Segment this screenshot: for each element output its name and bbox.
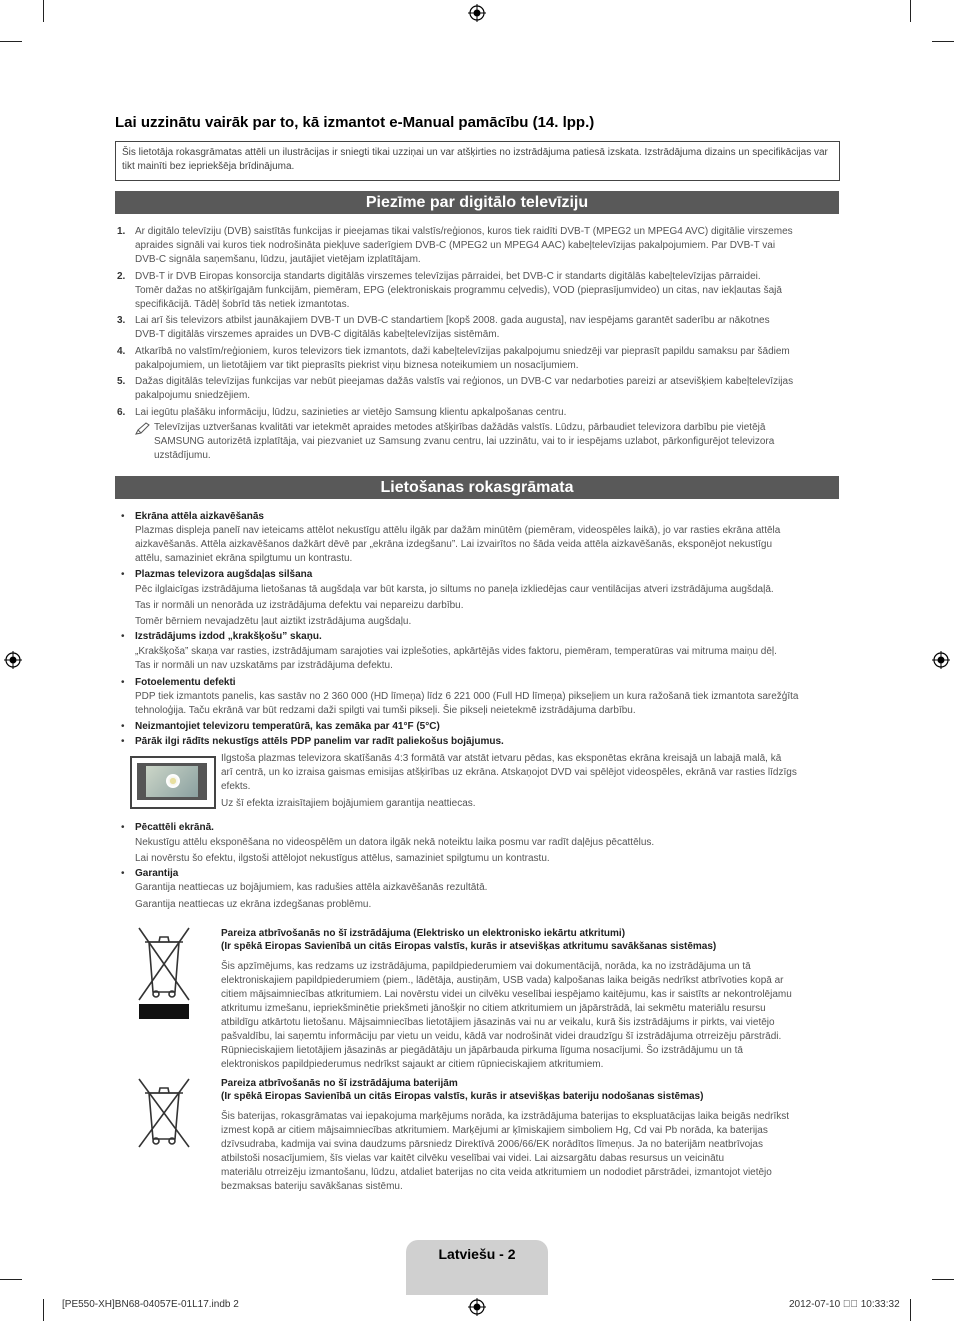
text-line: pakalpojumu sniedzējiem.: [135, 390, 251, 401]
text-line: izmest kopā ar citiem mājsaimniecības atkritumiem. Marķējumi ar ķīmiskajiem simboliem Hg, Cd vai Pb norāda, ka baterijas: [221, 1125, 768, 1136]
crossed-bin-icon: [135, 1077, 193, 1149]
crop-mark: [910, 1299, 911, 1321]
list-item: [135, 345, 790, 373]
text-line: atbildīgu atkārtotu lietošanu. Mājsaimniecības lietotājiem jāsazinās vai nu ar veikalu, kurā šis izstrādājums ir pirkts, vai vietējo: [221, 1017, 775, 1028]
crop-mark: [43, 1299, 44, 1321]
text-line: elektroniskos papildpiederumus nedrīkst sajaukt ar citiem rūpnieciskajiem atkritumiem.: [221, 1059, 604, 1070]
bullet-title: Izstrādājums izdod „krakšķošu” skaņu.: [135, 631, 322, 642]
text-line: arī centrā, un ko izraisa gaismas emisijas atšķirības uz ekrāna. Atskaņojot DVD vai spēlējot videospēles, ekrānā var rasties līdzīgs: [221, 767, 797, 778]
bullet-title: Pārāk ilgi rādīts nekustīgs attēls PDP panelim var radīt paliekošus bojājumus.: [135, 736, 504, 747]
bullet-icon: •: [121, 677, 125, 688]
page-heading: Lai uzzinātu vairāk par to, kā izmantot e-Manual pamācību (14. lpp.): [115, 114, 595, 131]
list-item: [135, 375, 793, 403]
disclaimer-box: Šis lietotāja rokasgrāmatas attēli un ilustrācijas ir sniegti tikai uzziņai un var atšķirties no izstrādājuma patiesā izskata. Izstrādājuma dizains un specifikācijas var tikt mainīti bez iepriekšēja brīdinājuma.: [115, 141, 840, 181]
text-line: Ilgstoša plazmas televizora skatīšanās 4:3 formātā var atstāt ietvaru pēdas, kas eksponētas ekrāna kreisajā un labajā malā, kā: [221, 753, 782, 764]
text-line: DVB-T digitālās virszemes apraides un DVB-C digitālās kabeļtelevīzijas sistēmām.: [135, 329, 500, 340]
bullet-icon: •: [121, 511, 125, 522]
section-title-manual: Lietošanas rokasgrāmata: [115, 476, 839, 499]
text-line: atbilstoši nosacījumiem, šīs vielas var kaitēt cilvēku veselībai vai videi. Lai aizsargātu dabas resursus un veicinātu: [221, 1153, 725, 1164]
list-number: 1.: [117, 226, 126, 237]
bullet-title: Plazmas televizora augšdaļas silšana: [135, 569, 313, 580]
crop-mark: [932, 41, 954, 42]
bullet-text: [135, 524, 840, 566]
bullet-title: Fotoelementu defekti: [135, 677, 236, 688]
text-line: pakalpojumiem, un lietotājiem var tikt pieprasīts piekrist viņu biznesa noteikumiem un nosacījumiem.: [135, 360, 579, 371]
text-line: Lai novērstu šo efektu, ilgstoši attēlojot nekustīgus attēlus, samaziniet spilgtumu un kontrastu.: [135, 853, 550, 864]
bullet-icon: •: [121, 822, 125, 833]
list-item: [135, 225, 793, 267]
section-title-digital: Piezīme par digitālo televīziju: [115, 191, 839, 214]
text-line: elektroniskajiem papildpiederumiem (piem., lādētāja, austiņām, USB vada) kalpošanas laika beigās nedrīkst atbrīvoties kopā ar: [221, 975, 784, 986]
registration-mark-icon: [468, 1298, 486, 1316]
bullet-text: [135, 645, 840, 673]
registration-mark-icon: [4, 651, 22, 669]
bullet-text: [135, 836, 840, 866]
bullet-title: Neizmantojiet televizoru temperatūrā, kas zemāka par 41°F (5°C): [135, 721, 440, 732]
crop-mark: [910, 0, 911, 22]
weee-title: Pareiza atbrīvošanās no šī izstrādājuma (Elektrisko un elektronisko iekārtu atkritumi): [221, 928, 626, 939]
crossed-bin-icon: [135, 926, 193, 1020]
text-line: Tas ir normāli un nenorāda uz izstrādājuma defektu vai nepareizu darbību.: [135, 600, 464, 611]
text-line: Ar digitālo televīziju (DVB) saistītās funkcijas ir pieejamas tikai valstīs/reģionos, kuros tiek raidīti DVB-T (MPEG2 un MPEG4 AVC) digitālie virszemes: [135, 226, 793, 237]
bullet-text: [135, 583, 840, 629]
list-number: 5.: [117, 376, 126, 387]
registration-mark-icon: [932, 651, 950, 669]
list-number: 2.: [117, 271, 126, 282]
text-line: uzstādījumu.: [154, 450, 211, 461]
text-line: Garantija neattiecas uz ekrāna izdegšanas problēmu.: [135, 899, 372, 910]
bullet-title: Ekrāna attēla aizkavēšanās: [135, 511, 264, 522]
text-line: Šis baterijas, rokasgrāmatas vai iepakojuma marķējums norāda, ka izstrādājuma baterijas to ekspluatācijas laika beigās nedrīkst: [221, 1111, 790, 1122]
text-line: Šis apzīmējums, kas redzams uz izstrādājuma, papildpiederumiem vai dokumentācijā, norāda, ka no izstrādājuma un tā: [221, 961, 751, 972]
bullet-text: [135, 881, 840, 912]
battery-text: [221, 1110, 836, 1194]
text-line: Tomēr bērniem nevajadzētu ļaut aiztikt izstrādājuma augšdaļu.: [135, 616, 412, 627]
bullet-title: Pēcattēli ekrānā.: [135, 822, 214, 833]
text-line: dzīvsudraba, kadmija vai svina daudzums pārsniedz Direktīvā 2006/66/EK norādītos līmeņus. Ja no baterijām neatbrīvojas: [221, 1139, 763, 1150]
bullet-icon: •: [121, 569, 125, 580]
tv-screen-image: [130, 756, 216, 809]
text-line: DVB-T ir DVB Eiropas konsorcija standarts digitālās virszemes televīzijas pārraidei, bet DVB-C ir standarts digitālās kabeļtelevīzijas pārraidei.: [135, 271, 761, 282]
text-line: Dažas digitālās televīzijas funkcijas var nebūt pieejamas dažās valstīs vai reģionos, un DVB-C var nedarboties pareizi ar atsevišķiem kabeļtelevīzijas: [135, 376, 794, 387]
text-line: Atkarībā no valstīm/reģioniem, kuros televizors tiek izmantots, daži kabeļtelevīzijas pakalpojumu sniedzēji var pieprasīt papildu samaksu par šādiem: [135, 346, 790, 357]
text-line: citiem mājsaimniecības atkritumiem. Lai novērstu videi un cilvēku veselībai iespējamo kaitējumu, kas ir saistīts ar nekontrolējamu: [221, 989, 792, 1000]
battery-title: Pareiza atbrīvošanās no šī izstrādājuma baterijām: [221, 1078, 458, 1089]
note-pencil-icon: [135, 422, 151, 435]
text-line: Nekustīgu attēlu eksponēšana no videospēlēm un datora ilgāk nekā noteiktu laika posmu var radīt daļējus pēcattēlus.: [135, 837, 655, 848]
text-line: Tas ir normāli un nav uzskatāms par izstrādājuma defektu.: [135, 660, 393, 671]
crop-mark: [0, 1279, 22, 1280]
print-slug-file: [PE550-XH]BN68-04057E-01L17.indb 2: [62, 1299, 239, 1310]
text-line: tehnoloģija. Taču ekrānā var būt redzami daži spilgti vai tumši pikseļi. Šie pikseļi neietekmē izstrādājuma darbību.: [135, 705, 636, 716]
text-line: Televīzijas uztveršanas kvalitāti var ietekmēt apraides metodes atšķirības dažādās valstīs. Lūdzu, pārbaudiet televizora darbību pie vietējā: [154, 422, 766, 433]
list-number: 6.: [117, 407, 126, 418]
text-line: DVB-C signāla saņemšanu, lūdzu, jautājiet vietējam izplatītājam.: [135, 254, 421, 265]
list-item: [135, 270, 782, 312]
text-line: aizkavēšanās. Attēla aizkavēšanos dažkārt dēvē par „ekrāna izdegšanu”. Lai izvairītos no šāda veida attēla aizkavēšanās, eksponējot nekustīgu: [135, 539, 773, 550]
text-line: specifikācijā. Tādēļ šobrīd tās netiek izmantotas.: [135, 299, 350, 310]
text-line: pašvaldību, lai saņemtu informāciju par vietu un veidu, kādā var nodrošināt videi draudzīgu šī izstrādājuma otrreizēju pārstrādi.: [221, 1031, 782, 1042]
registration-mark-icon: [468, 4, 486, 22]
list-item: [135, 314, 770, 342]
page-number-label: Latviešu - 2: [438, 1246, 516, 1262]
crop-mark: [0, 41, 22, 42]
battery-section: [221, 1078, 703, 1102]
text-line: Garantija neattiecas uz bojājumiem, kas radušies attēla aizkavēšanās rezultātā.: [135, 882, 488, 893]
weee-subtitle: (Ir spēkā Eiropas Savienībā un citās Eiropas valstīs, kurās ir atsevišķas atkritumu savākšanas sistēmas): [221, 941, 717, 952]
text-line: materiālu otrreizēju izmantošanu, lūdzu, atdaliet baterijas no cita veida atkritumiem un nododiet pārstrādei, izmantojot vietējo: [221, 1167, 772, 1178]
text-line: bezmaksas bateriju savākšanas sistēmu.: [221, 1181, 403, 1192]
text-line: Rūpnieciskajiem lietotājiem jāsazinās ar piegādātāju un jāpārbauda pirkuma līguma nosacījumi. Šo izstrādājumu un tā: [221, 1045, 743, 1056]
text-line: „Krakšķoša” skaņa var rasties, izstrādājumam sarajoties vai izplešoties, apkārtējās vides faktoru, piemēram, temperatūras vai mitruma maiņu dēļ.: [135, 646, 777, 657]
text-line: Pēc ilglaicīgas izstrādājuma lietošanas tā augšdaļa var būt karsta, jo siltums no paneļa izkliedējas caur ventilācijas atveri izstrādājuma augšdaļā.: [135, 584, 774, 595]
bullet-title: Garantija: [135, 868, 179, 879]
list-number: 3.: [117, 315, 126, 326]
note-text: [154, 421, 774, 463]
crop-mark: [43, 0, 44, 22]
bullet-icon: •: [121, 631, 125, 642]
text-line: apraides signāli vai kuros tiek nodrošināta piekļuve saderīgiem DVB-C (MPEG2 un MPEG4 AAC) kabeļtelevīzijas pakalpojumiem. Par DVB-T vai: [135, 240, 776, 251]
text-line: Lai iegūtu plašāku informāciju, lūdzu, sazinieties ar vietējo Samsung klientu apkalpošanas centru.: [135, 407, 567, 418]
weee-section: [221, 928, 716, 952]
bullet-icon: •: [121, 868, 125, 879]
text-line: SAMSUNG autorizētā izplatītāja, vai piezvaniet uz Samsung zvanu centru, lai uzzinātu, vai to ir iespējams uzlabot, pārkonfigurējot televizora: [154, 436, 775, 447]
text-line: Uz šī efekta izraisītajiem bojājumiem garantija neattiecas.: [221, 798, 476, 809]
bullet-text: [221, 752, 836, 811]
crop-mark: [932, 1279, 954, 1280]
bullet-icon: •: [121, 721, 125, 732]
bullet-text: [135, 690, 840, 718]
text-line: atkritumu izmešanu, iepriekšminētie priekšmeti jānošķir no citiem atkritumiem un jāpārstrādā, lai sekmētu materiālu resursu: [221, 1003, 766, 1014]
list-item: [135, 406, 566, 420]
text-line: attēlu, samaziniet ekrāna spilgtumu un kontrastu.: [135, 553, 353, 564]
text-line: efekts.: [221, 781, 251, 792]
weee-text: [221, 960, 836, 1072]
text-line: Tomēr dažas no atšķirīgajām funkcijām, piemēram, EPG (elektroniskais programmu ceļvedis), VOD (pieprasījumvideo) un citas, nav iekļautas šajā: [135, 285, 782, 296]
text-line: Lai arī šis televizors atbilst jaunākajiem DVB-T un DVB-C standartiem [kopš 2008. gada augusta], nav iespējams garantēt saderību ar nākotnes: [135, 315, 770, 326]
text-line: PDP tiek izmantots panelis, kas sastāv no 2 360 000 (HD līmeņa) līdz 6 221 000 (Full HD līmeņa) pikseļiem un kura ražošanā tiek izmantota sarežģīta: [135, 691, 799, 702]
bullet-icon: •: [121, 736, 125, 747]
text-line: Plazmas displeja panelī nav ieteicams attēlot nekustīgu attēlu ilgāk par dažām minūtēm (piemēram, videospēles laikā), jo var rasties ekrāna attēla: [135, 525, 781, 536]
print-slug-date: 2012-07-10 ￿￿ 10:33:32: [789, 1299, 900, 1310]
list-number: 4.: [117, 346, 126, 357]
battery-subtitle: (Ir spēkā Eiropas Savienībā un citās Eiropas valstīs, kurās ir atsevišķas bateriju nodošanas sistēmas): [221, 1091, 704, 1102]
